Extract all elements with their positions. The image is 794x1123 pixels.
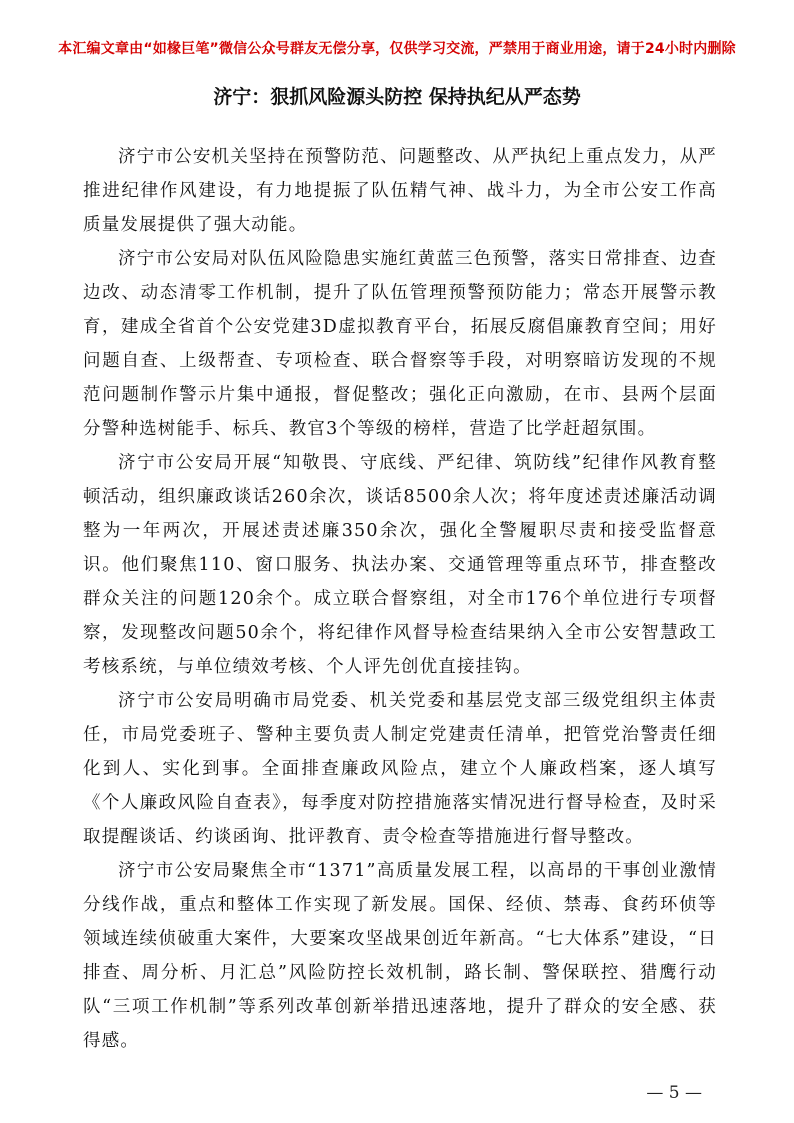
paragraph: 济宁市公安局对队伍风险隐患实施红黄蓝三色预警，落实日常排查、边查边改、动态清零工作机制，提升了队伍管理预警预防能力；常态开展警示教育，建成全省首个公安党建3D虚拟教育平台，拓展反腐倡廉教育空间；用好问题自查、上级帮查、专项检查、联合督察等手段，对明察暗访发现的不规范问题制作警示片集中通报，督促整改；强化正向激励，在市、县两个层面分警种选树能手、标兵、教官3个等级的榜样，营造了比学赶超氛围。: [83, 249, 717, 439]
paragraph: 济宁市公安局明确市局党委、机关党委和基层党支部三级党组织主体责任，市局党委班子、警种主要负责人制定党建责任清单，把管党治警责任细化到人、实化到事。全面排查廉政风险点，建立个人廉政档案，逐人填写《个人廉政风险自查表》，每季度对防控措施落实情况进行督导检查，及时采取提醒谈话、约谈函询、批评教育、责令检查等措施进行督导整改。: [83, 691, 717, 847]
paragraph: 济宁市公安局开展“知敬畏、守底线、严纪律、筑防线”纪律作风教育整顿活动，组织廉政谈话260余次，谈话8500余人次；将年度述责述廉活动调整为一年两次，开展述责述廉350余次，强化全警履职尽责和接受监督意识。他们聚焦110、窗口服务、执法办案、交通管理等重点环节，排查整改群众关注的问题120余个。成立联合督察组，对全市176个单位进行专项督察，发现整改问题50余个，将纪律作风督导检查结果纳入全市公安智慧政工考核系统，与单位绩效考核、个人评先创优直接挂钩。: [83, 453, 717, 677]
paragraph: 济宁市公安机关坚持在预警防范、问题整改、从严执纪上重点发力，从严推进纪律作风建设，有力地提振了队伍精气神、战斗力，为全市公安工作高质量发展提供了强大动能。: [83, 147, 717, 235]
article-body: [83, 140, 717, 1058]
page-number: — 5 —: [646, 1083, 702, 1103]
article-title: 济宁：狠抓风险源头防控 保持执纪从严态势: [213, 86, 581, 108]
disclaimer-banner: 本汇编文章由“如椽巨笔”微信公众号群友无偿分享，仅供学习交流，严禁用于商业用途，请于24小时内删除: [58, 41, 736, 57]
paragraph: 济宁市公安局聚焦全市“1371”高质量发展工程，以高昂的干事创业激情分线作战，重点和整体工作实现了新发展。国保、经侦、禁毒、食药环侦等领域连续侦破重大案件，大要案攻坚战果创近年新高。“七大体系”建设，“日排查、周分析、月汇总”风险防控长效机制，路长制、警保联控、猎鹰行动队“三项工作机制”等系列改革创新举措迅速落地，提升了群众的安全感、获得感。: [83, 861, 717, 1051]
